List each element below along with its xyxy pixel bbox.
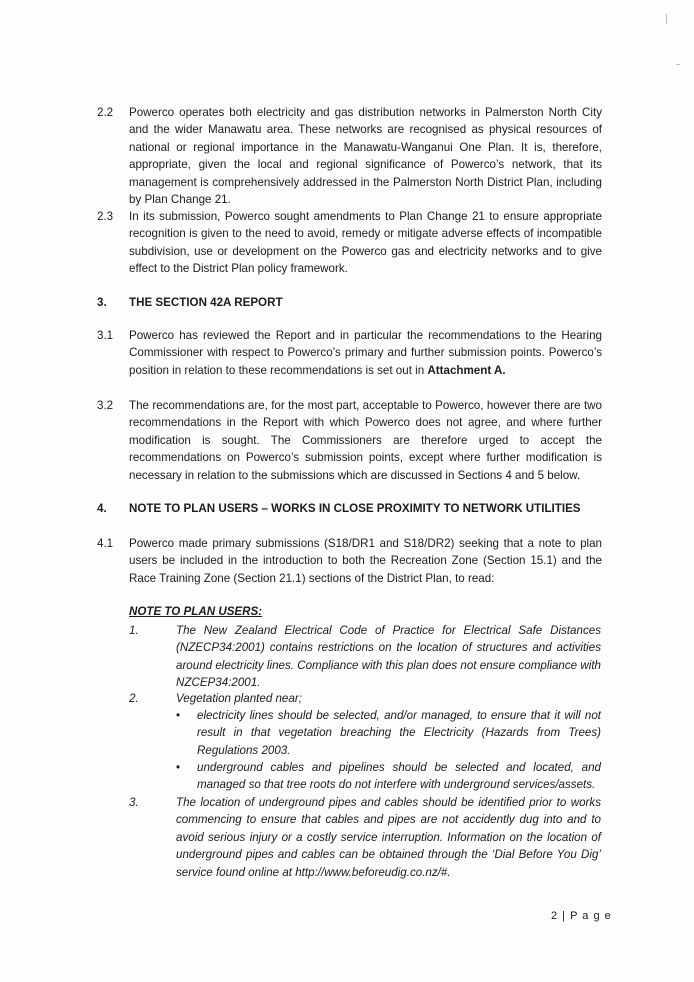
paragraph-number: 3.2 bbox=[97, 399, 114, 412]
paragraph-number: 4.1 bbox=[97, 537, 114, 550]
scan-mark bbox=[666, 14, 667, 24]
note-item-number: 2. bbox=[129, 692, 139, 705]
section-title: NOTE TO PLAN USERS – WORKS IN CLOSE PROXIMITY TO NETWORK UTILITIES bbox=[129, 502, 581, 515]
attachment-reference: Attachment A. bbox=[427, 363, 506, 377]
section-number: 4. bbox=[97, 502, 107, 515]
page-number-footer: 2 | P a g e bbox=[551, 910, 612, 922]
note-item-number: 3. bbox=[129, 796, 139, 809]
section-title: THE SECTION 42A REPORT bbox=[129, 296, 283, 309]
bullet-icon: • bbox=[176, 761, 181, 774]
paragraph-number: 2.2 bbox=[97, 106, 114, 119]
paragraph-text: Powerco operates both electricity and gas distribution networks in Palmerston North City and the wider Manawatu area. These networks are recognised as physical resources of national or regional importance in the Manawatu-Wanganui One Plan. It is, therefore, appropriate, given the local and regional significance of Powerco’s network, that its management is comprehensively addressed in the Palmerston North District Plan, including by Plan Change 21. bbox=[129, 106, 602, 207]
paragraph-text-main: Powerco has reviewed the Report and in particular the recommendations to the Hearing Commissioner with respect to Powerco’s primary and further submission points. Powerco’s position in relation to these recommendations is set out in bbox=[129, 329, 602, 377]
note-item-text: The New Zealand Electrical Code of Practice for Electrical Safe Distances (NZECP34:2001) contains restrictions on the location of structures and activities around electricity lines. Compliance with this plan does not ensure compliance with NZCEP34:2001. bbox=[176, 624, 601, 690]
note-heading: NOTE TO PLAN USERS: bbox=[129, 605, 263, 618]
paragraph-number: 3.1 bbox=[97, 329, 114, 342]
note-item-number: 1. bbox=[129, 624, 139, 637]
scan-mark bbox=[676, 64, 680, 65]
section-number: 3. bbox=[97, 296, 107, 309]
paragraph-text bbox=[129, 327, 602, 379]
paragraph-text: The recommendations are, for the most part, acceptable to Powerco, however there are two recommendations in the Report with which Powerco does not agree, and where further modification is sought. The Commissioners are therefore urged to accept the recommendations on Powerco’s submission points, except where further modification is necessary in relation to the submissions which are discussed in Sections 4 and 5 below. bbox=[129, 399, 602, 482]
paragraph-number: 2.3 bbox=[97, 210, 114, 223]
note-item-text: The location of underground pipes and cables should be identified prior to works commencing to ensure that cables and pipes are not accidently dug into and to avoid serious injury or a costly service interruption. Information on the location of underground pipes and cables can be obtained through the ‘Dial Before You Dig’ service found online at http://www.beforeudig.co.nz/#. bbox=[176, 796, 601, 879]
note-item-text: Vegetation planted near; bbox=[176, 692, 302, 705]
paragraph-text: Powerco made primary submissions (S18/DR1 and S18/DR2) seeking that a note to plan users be included in the introduction to both the Recreation Zone (Section 15.1) and the Race Training Zone (Section 21.1) sections of the District Plan, to read: bbox=[129, 537, 602, 585]
bullet-text: underground cables and pipelines should be selected and located, and managed so that tree roots do not interfere with underground services/assets. bbox=[197, 761, 601, 792]
bullet-text: electricity lines should be selected, and/or managed, to ensure that it will not result in that vegetation breaching the Electricity (Hazards from Trees) Regulations 2003. bbox=[197, 709, 601, 757]
bullet-icon: • bbox=[176, 709, 181, 722]
paragraph-text: In its submission, Powerco sought amendments to Plan Change 21 to ensure appropriate recognition is given to the need to avoid, remedy or mitigate adverse effects of incompatible subdivision, use or development on the Powerco gas and electricity networks and to give effect to the District Plan policy framework. bbox=[129, 210, 602, 276]
